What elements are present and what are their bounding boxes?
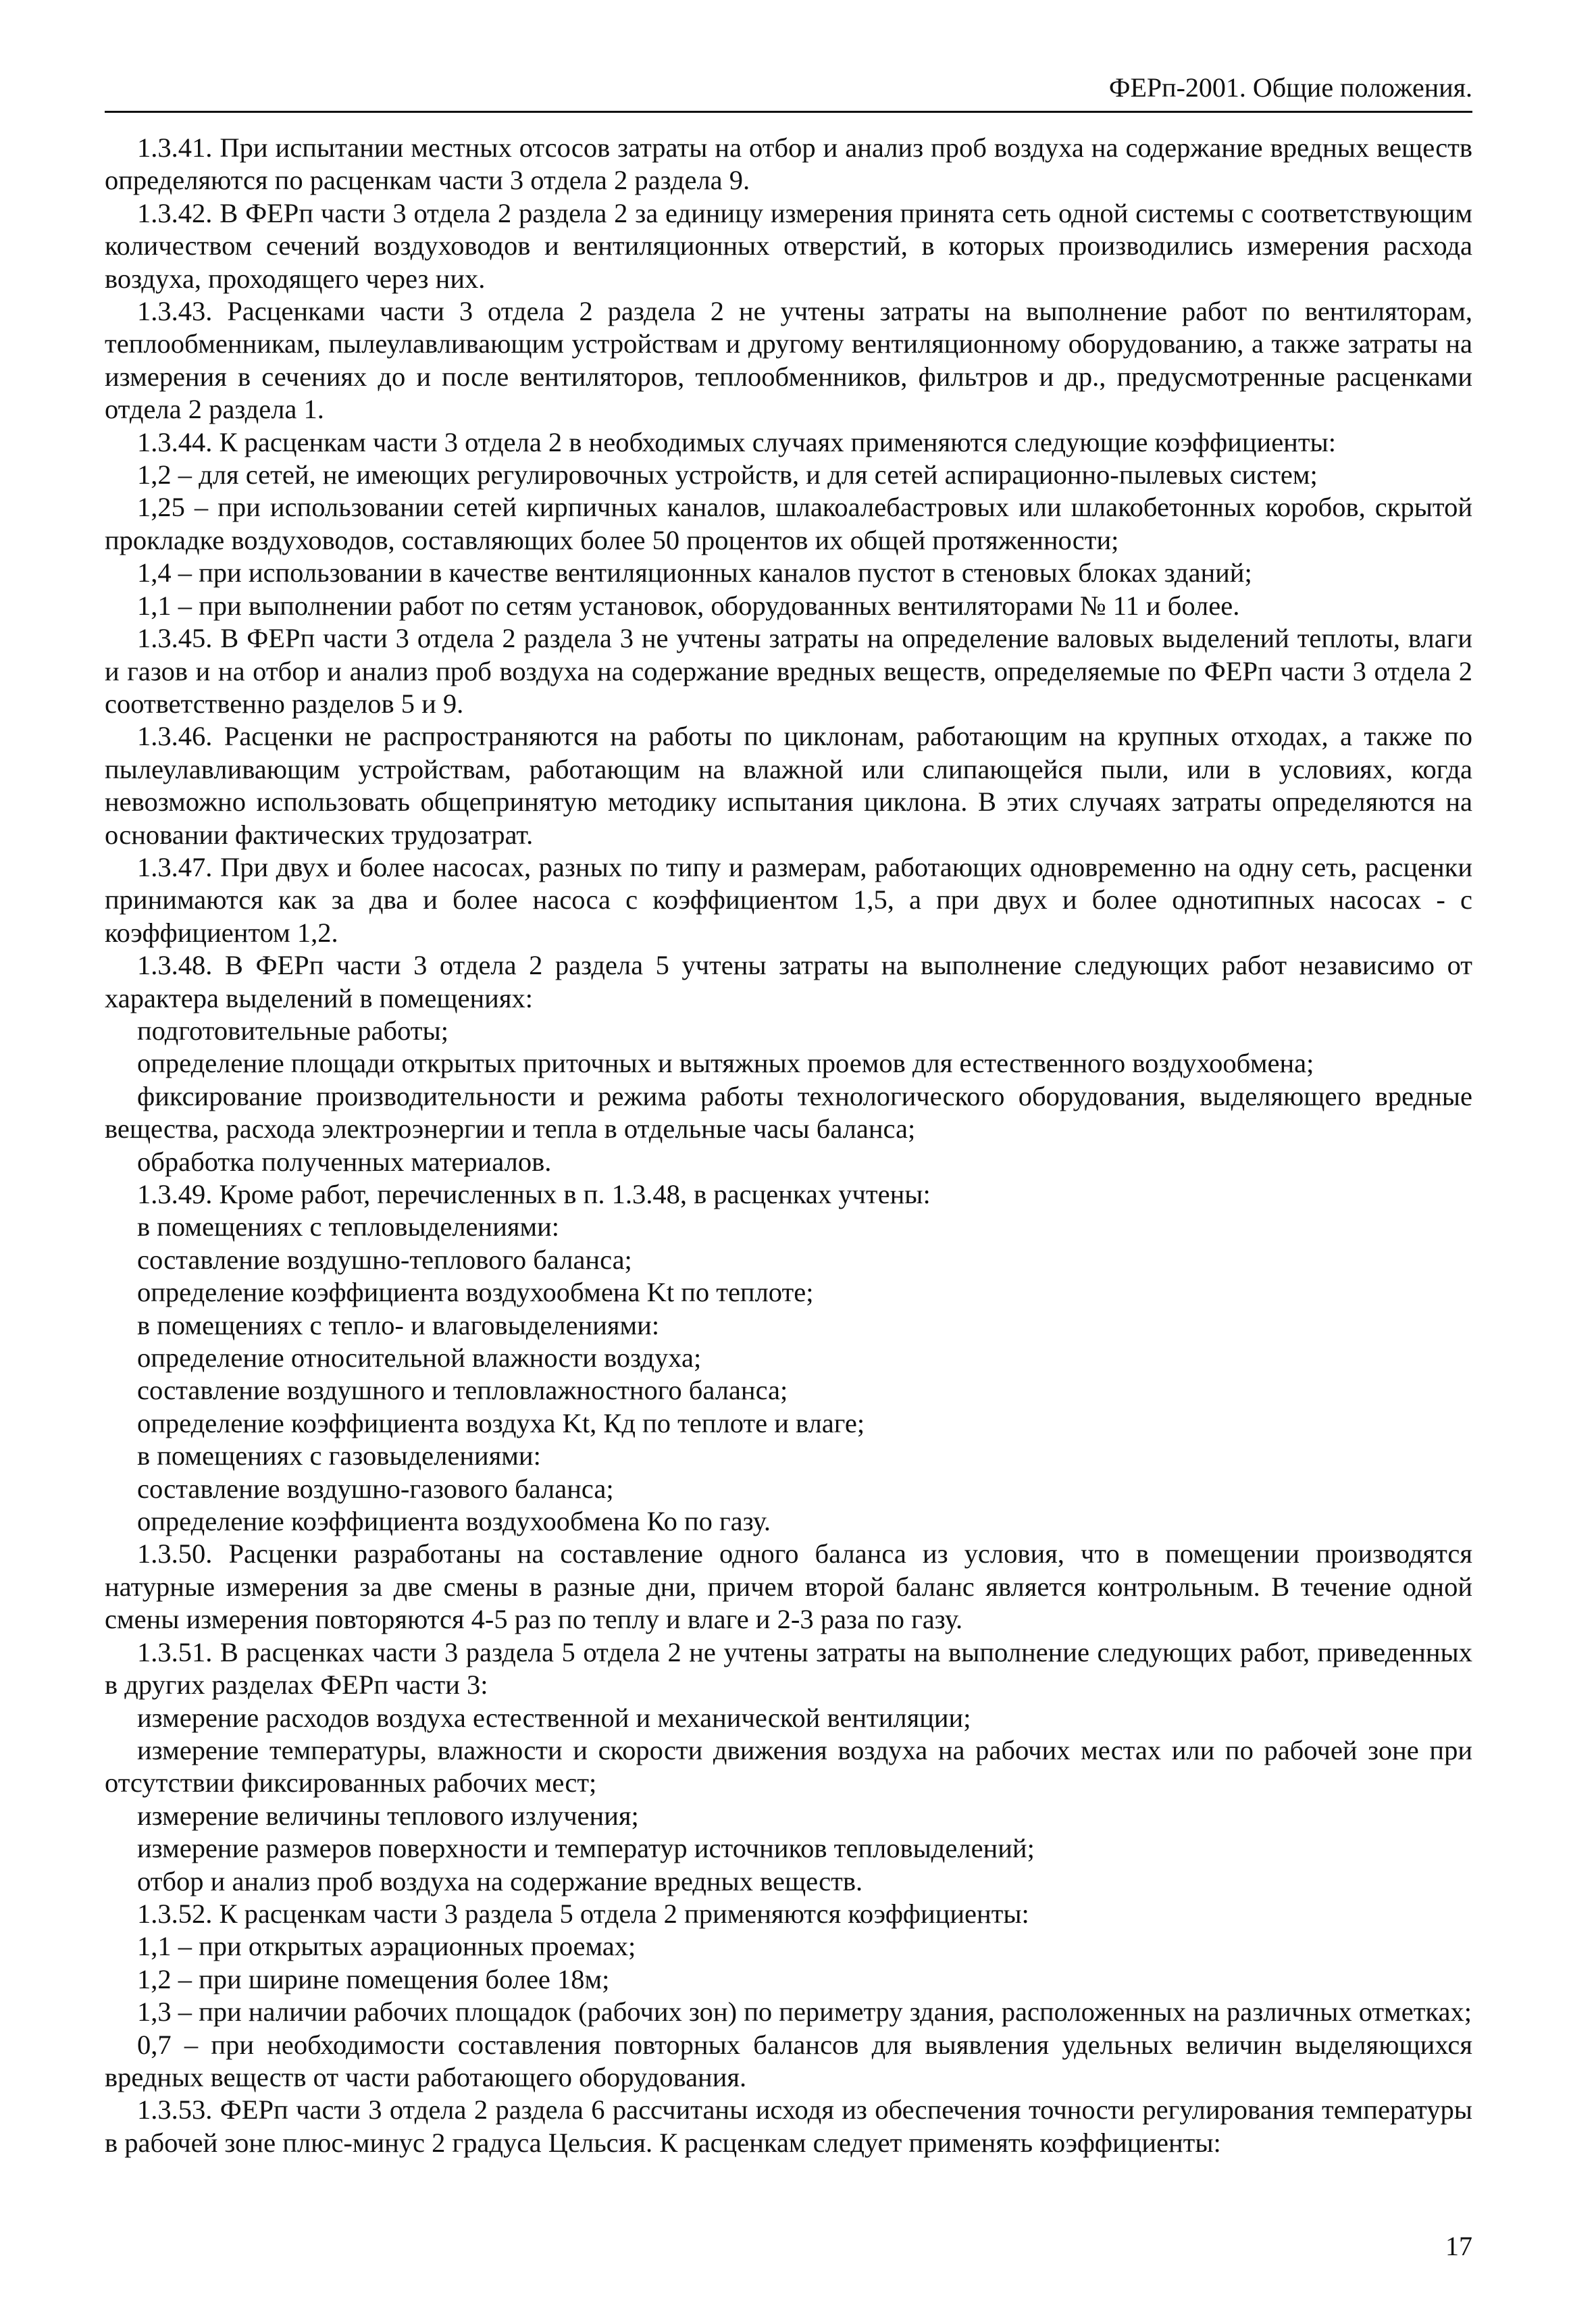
body-paragraph: 1.3.50. Расценки разработаны на составление одного баланса из условия, что в помещении производятся натурные измерения за две смены в разные дни, причем второй баланс является контрольным. В течение одной смены измерения повторяются 4-5 раз по теплу и влаге и 2-3 раза по газу. <box>105 1538 1472 1635</box>
body-paragraph: в помещениях с газовыделениями: <box>137 1440 541 1472</box>
body-paragraph: 1,25 – при использовании сетей кирпичных каналов, шлакоалебастровых или шлакобетонных коробов, скрытой прокладке воздуховодов, составляющих более 50 процентов их общей протяженности; <box>105 492 1472 555</box>
body-paragraph: 1.3.45. В ФЕРп части 3 отдела 2 раздела 3 не учтены затраты на определение валовых выделений теплоты, влаги и газов и на отбор и анализ проб воздуха на содержание вредных веществ, определяемые по ФЕРп части 3 отдела 2 соответственно разделов 5 и 9. <box>105 623 1472 719</box>
body-paragraph: измерение температуры, влажности и скорости движения воздуха на рабочих местах или по рабочей зоне при отсутствии фиксированных рабочих мест; <box>105 1734 1472 1799</box>
body-paragraph: определение площади открытых приточных и вытяжных проемов для естественного воздухообмена; <box>137 1048 1314 1079</box>
body-paragraph: определение коэффициента воздухообмена Kt по теплоте; <box>137 1277 814 1308</box>
body-paragraph: 1.3.47. При двух и более насосах, разных по типу и размерам, работающих одновременно на одну сеть, расценки принимаются как за два и более насоса с коэффициентом 1,5, а при двух и более однотипных насосах - с коэффициентом 1,2. <box>105 851 1472 948</box>
body-paragraph: 1,2 – для сетей, не имеющих регулировочных устройств, и для сетей аспирационно-пылевых систем; <box>137 459 1318 491</box>
body-paragraph: подготовительные работы; <box>137 1015 448 1046</box>
body-paragraph: 1,1 – при выполнении работ по сетям установок, оборудованных вентиляторами № 11 и более. <box>137 590 1240 621</box>
body-paragraph: определение коэффициента воздуха Kt, Кд по теплоте и влаге; <box>137 1407 865 1438</box>
body-paragraph: 1,3 – при наличии рабочих площадок (рабочих зон) по периметру здания, расположенных на различных отметках; <box>137 1996 1472 2028</box>
body-paragraph: 1,4 – при использовании в качестве вентиляционных каналов пустот в стеновых блоках зданий; <box>137 557 1252 588</box>
body-paragraph: 1.3.52. К расценкам части 3 раздела 5 отдела 2 применяются коэффициенты: <box>137 1898 1029 1929</box>
body-paragraph: в помещениях с тепловыделениями: <box>137 1211 560 1242</box>
body-paragraph: определение коэффициента воздухообмена Ко по газу. <box>137 1506 771 1537</box>
body-paragraph: 1.3.41. При испытании местных отсосов затраты на отбор и анализ проб воздуха на содержание вредных веществ определяются по расценкам части 3 отдела 2 раздела 9. <box>105 132 1472 196</box>
body-paragraph: 1.3.42. В ФЕРп части 3 отдела 2 раздела 2 за единицу измерения принята сеть одной системы с соответствующим количеством сечений воздуховодов и вентиляционных отверстий, в которых производились измерения расхода воздуха, проходящего через них. <box>105 197 1472 294</box>
body-paragraph: фиксирование производительности и режима работы технологического оборудования, выделяющего вредные вещества, расхода электроэнергии и тепла в отдельные часы баланса; <box>105 1080 1472 1145</box>
body-paragraph: составление воздушного и тепловлажностного баланса; <box>137 1375 788 1406</box>
body-paragraph: составление воздушно-газового баланса; <box>137 1473 614 1504</box>
body-paragraph: составление воздушно-теплового баланса; <box>137 1244 632 1275</box>
body-paragraph: 1.3.51. В расценках части 3 раздела 5 отдела 2 не учтены затраты на выполнение следующих работ, приведенных в других разделах ФЕРп части 3: <box>105 1636 1472 1701</box>
body-paragraph: измерение расходов воздуха естественной и механической вентиляции; <box>137 1702 971 1733</box>
body-paragraph: 1.3.43. Расценками части 3 отдела 2 раздела 2 не учтены затраты на выполнение работ по вентиляторам, теплообменникам, пылеулавливающим устройствам и другому вентиляционному оборудованию, а также затраты на измерения в сечениях до и после вентиляторов, теплообменников, фильтров и др., предусмотренные расценками отдела 2 раздела 1. <box>105 296 1472 425</box>
body-paragraph: 1.3.49. Кроме работ, перечисленных в п. 1.3.48, в расценках учтены: <box>137 1179 931 1209</box>
body-paragraph: 1.3.48. В ФЕРп части 3 отдела 2 раздела 5 учтены затраты на выполнение следующих работ независимо от характера выделений в помещениях: <box>105 950 1472 1013</box>
body-paragraph: 1,2 – при ширине помещения более 18м; <box>137 1963 610 1994</box>
body-paragraph: в помещениях с тепло- и влаговыделениями: <box>137 1309 660 1340</box>
body-paragraph: измерение величины теплового излучения; <box>137 1800 639 1831</box>
body-paragraph: 1.3.46. Расценки не распространяются на работы по циклонам, работающим на крупных отходах, а также по пылеулавливающим устройствам, работающим на влажной или слипающейся пыли, или в условиях, когда невозможно использовать общепринятую методику испытания циклона. В этих случаях затраты определяются на основании фактических трудозатрат. <box>105 721 1472 850</box>
body-paragraph: обработка полученных материалов. <box>137 1146 552 1177</box>
body-paragraph: 1.3.53. ФЕРп части 3 отдела 2 раздела 6 рассчитаны исходя из обеспечения точности регулирования температуры в рабочей зоне плюс-минус 2 градуса Цельсия. К расценкам следует применять коэффициенты: <box>105 2094 1472 2158</box>
body-paragraph: определение относительной влажности воздуха; <box>137 1342 702 1374</box>
running-header: ФЕРп-2001. Общие положения. <box>1108 72 1472 103</box>
header-rule <box>105 111 1472 113</box>
body-paragraph: отбор и анализ проб воздуха на содержание вредных веществ. <box>137 1865 863 1896</box>
body-paragraph: 0,7 – при необходимости составления повторных балансов для выявления удельных величин выделяющихся вредных веществ от части работающего оборудования. <box>105 2029 1472 2092</box>
body-paragraph: 1,1 – при открытых аэрационных проемах; <box>137 1931 636 1962</box>
body-paragraph: измерение размеров поверхности и температур источников тепловыделений; <box>137 1833 1035 1864</box>
page-number: 17 <box>1445 2231 1472 2261</box>
body-paragraph: 1.3.44. К расценкам части 3 отдела 2 в необходимых случаях применяются следующие коэффициенты: <box>137 426 1337 457</box>
document-body <box>105 132 1472 2159</box>
